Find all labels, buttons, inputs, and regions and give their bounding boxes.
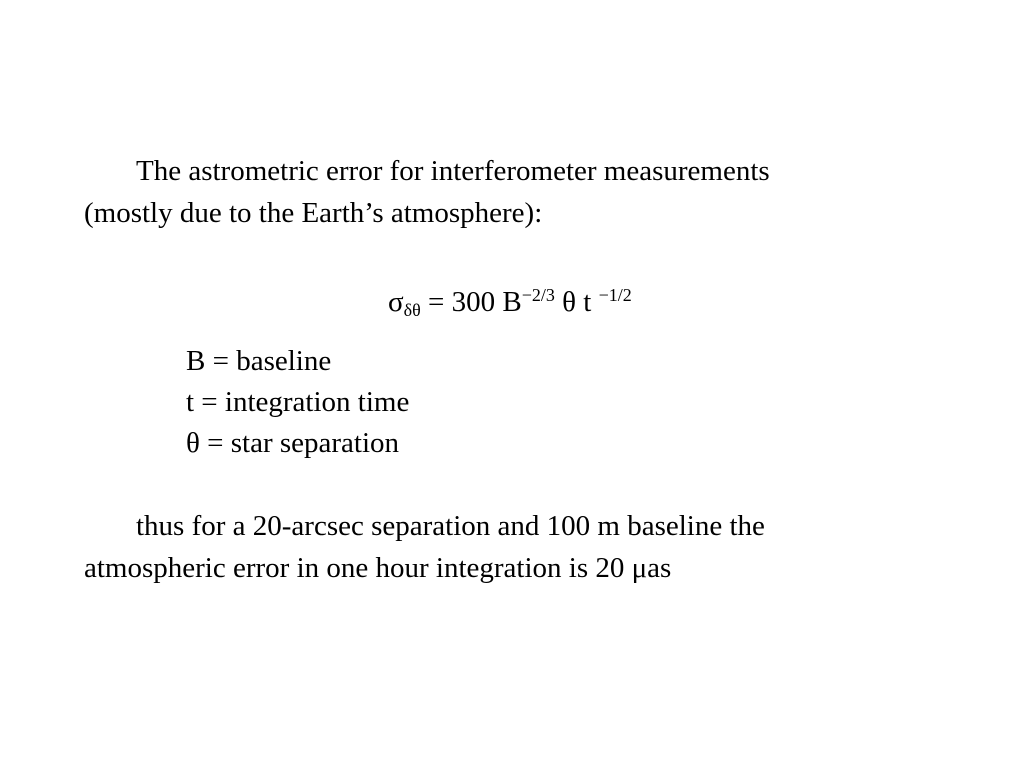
- formula-sigma: σ: [388, 286, 404, 318]
- formula-theta-t: θ t: [554, 286, 599, 318]
- astrometric-error-formula: [388, 274, 632, 331]
- formula-t-exponent: −1/2: [598, 285, 632, 305]
- result-line-1: thus for a 20-arcsec separation and 100 m baseline the: [136, 510, 765, 542]
- formula-equals-300-b: = 300 B: [420, 286, 522, 318]
- result-line-2: atmospheric error in one hour integration is 20 μas: [84, 552, 672, 584]
- definition-integration-time: t = integration time: [186, 386, 410, 418]
- intro-line-2: (mostly due to the Earth’s atmosphere):: [84, 197, 543, 229]
- definition-star-separation: θ = star separation: [186, 427, 400, 459]
- formula-b-exponent: −2/3: [521, 285, 555, 305]
- intro-paragraph: [84, 150, 944, 234]
- formula-sigma-subscript: δθ: [403, 300, 421, 320]
- result-paragraph: [84, 505, 944, 589]
- intro-line-1: The astrometric error for interferometer measurements: [136, 155, 770, 187]
- variable-definitions: [186, 341, 409, 464]
- definition-baseline: B = baseline: [186, 345, 332, 377]
